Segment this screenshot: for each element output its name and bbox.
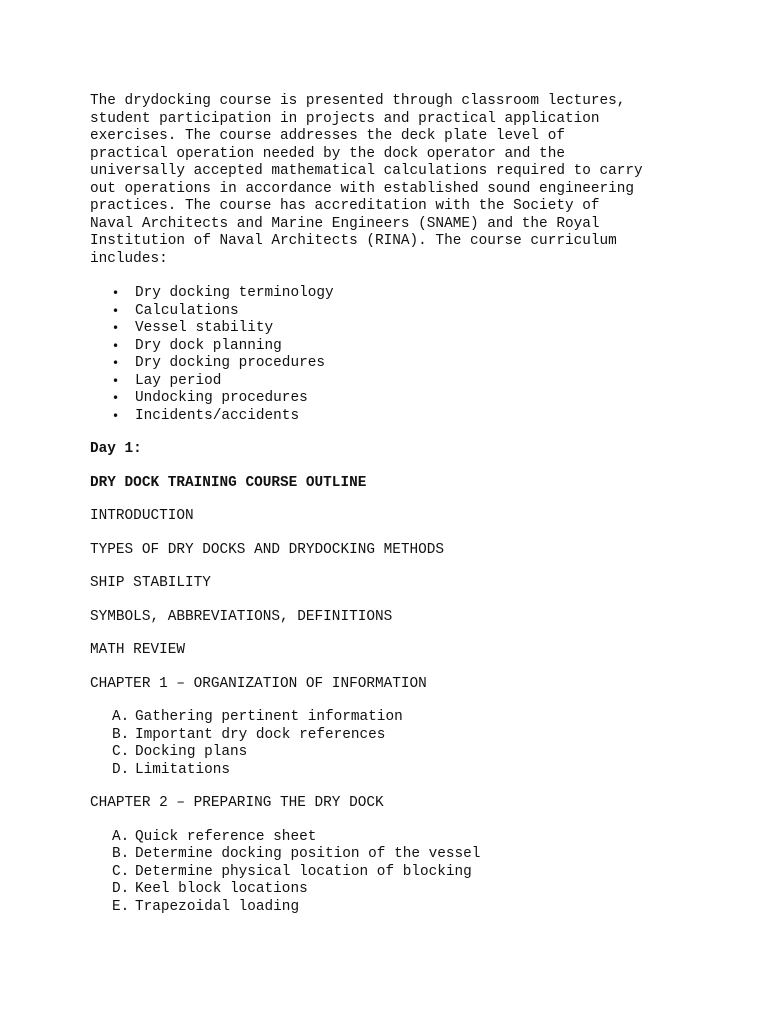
- section-ship-stability: SHIP STABILITY: [90, 575, 211, 591]
- bullet-icon: •: [112, 338, 120, 353]
- list-item: [90, 881, 690, 899]
- list-item: [90, 408, 690, 426]
- chapter-1-title: CHAPTER 1 – ORGANIZATION OF INFORMATION: [90, 675, 427, 692]
- intro-line: practices. The course has accreditation with the Society of: [90, 198, 600, 214]
- section-introduction: INTRODUCTION: [90, 508, 194, 524]
- list-item-text: Dry docking terminology: [135, 285, 334, 301]
- list-item-text: Dry dock planning: [135, 337, 282, 354]
- bullet-icon: •: [112, 373, 120, 388]
- section-math-review: MATH REVIEW: [90, 642, 185, 658]
- document-page: [90, 93, 690, 916]
- list-item: [90, 390, 690, 408]
- list-item-text: Gathering pertinent information: [135, 709, 403, 725]
- list-item-text: Dry docking procedures: [135, 355, 325, 371]
- chapter-2-title: CHAPTER 2 – PREPARING THE DRY DOCK: [90, 795, 384, 811]
- list-item-text: Limitations: [135, 761, 230, 778]
- list-marker: C.: [112, 863, 130, 880]
- section-symbols: SYMBOLS, ABBREVIATIONS, DEFINITIONS: [90, 608, 393, 625]
- outline-title: DRY DOCK TRAINING COURSE OUTLINE: [90, 474, 367, 491]
- bullet-icon: •: [112, 286, 120, 300]
- day-label: Day 1:: [90, 441, 142, 457]
- list-item: [90, 727, 690, 745]
- intro-line: exercises. The course addresses the deck plate level of: [90, 128, 565, 144]
- list-marker: E.: [112, 898, 130, 915]
- list-item: [90, 320, 690, 338]
- list-item-text: Vessel stability: [135, 320, 274, 336]
- list-item: [90, 899, 690, 917]
- intro-line: out operations in accordance with established sound engineering: [90, 180, 635, 197]
- bullet-icon: •: [112, 356, 120, 370]
- bullet-icon: •: [112, 321, 120, 335]
- list-marker: A.: [112, 828, 130, 845]
- list-item: [90, 285, 690, 303]
- bullet-icon: •: [112, 303, 120, 318]
- list-marker: C.: [112, 744, 130, 760]
- list-item-text: Incidents/accidents: [135, 407, 300, 424]
- list-item: [90, 355, 690, 373]
- intro-line: Naval Architects and Marine Engineers (SNAME) and the Royal: [90, 215, 600, 232]
- list-item-text: Keel block locations: [135, 881, 308, 897]
- list-item-text: Determine docking position of the vessel: [135, 846, 481, 862]
- list-item-text: Undocking procedures: [135, 390, 308, 406]
- intro-line: The drydocking course is presented through classroom lectures,: [90, 93, 626, 109]
- list-item: [90, 829, 690, 847]
- intro-line: student participation in projects and practical application: [90, 110, 600, 127]
- list-marker: B.: [112, 726, 130, 743]
- list-marker: A.: [112, 709, 130, 725]
- list-marker: D.: [112, 761, 130, 778]
- list-item: [90, 709, 690, 727]
- list-item: [90, 864, 690, 882]
- list-item-text: Calculations: [135, 302, 239, 319]
- bullet-icon: •: [112, 391, 120, 405]
- list-item-text: Important dry dock references: [135, 726, 386, 743]
- list-item-text: Trapezoidal loading: [135, 898, 300, 915]
- list-item: [90, 373, 690, 391]
- list-item: [90, 303, 690, 321]
- intro-line: includes:: [90, 250, 168, 267]
- list-item: [90, 846, 690, 864]
- curriculum-list: [90, 285, 690, 425]
- list-marker: B.: [112, 846, 130, 862]
- list-item-text: Quick reference sheet: [135, 828, 317, 845]
- list-item-text: Docking plans: [135, 744, 248, 760]
- chapter-1-list: [90, 709, 690, 779]
- list-item-text: Determine physical location of blocking: [135, 863, 472, 880]
- list-item: [90, 744, 690, 762]
- list-marker: D.: [112, 881, 130, 897]
- list-item-text: Lay period: [135, 372, 222, 389]
- section-dry-dock-types: TYPES OF DRY DOCKS AND DRYDOCKING METHODS: [90, 541, 445, 558]
- bullet-icon: •: [112, 408, 120, 423]
- intro-line: practical operation needed by the dock operator and the: [90, 145, 565, 162]
- intro-line: Institution of Naval Architects (RINA). The course curriculum: [90, 233, 617, 249]
- chapter-2-list: [90, 829, 690, 917]
- intro-line: universally accepted mathematical calculations required to carry: [90, 163, 643, 179]
- intro-paragraph: [90, 93, 690, 268]
- list-item: [90, 762, 690, 780]
- list-item: [90, 338, 690, 356]
